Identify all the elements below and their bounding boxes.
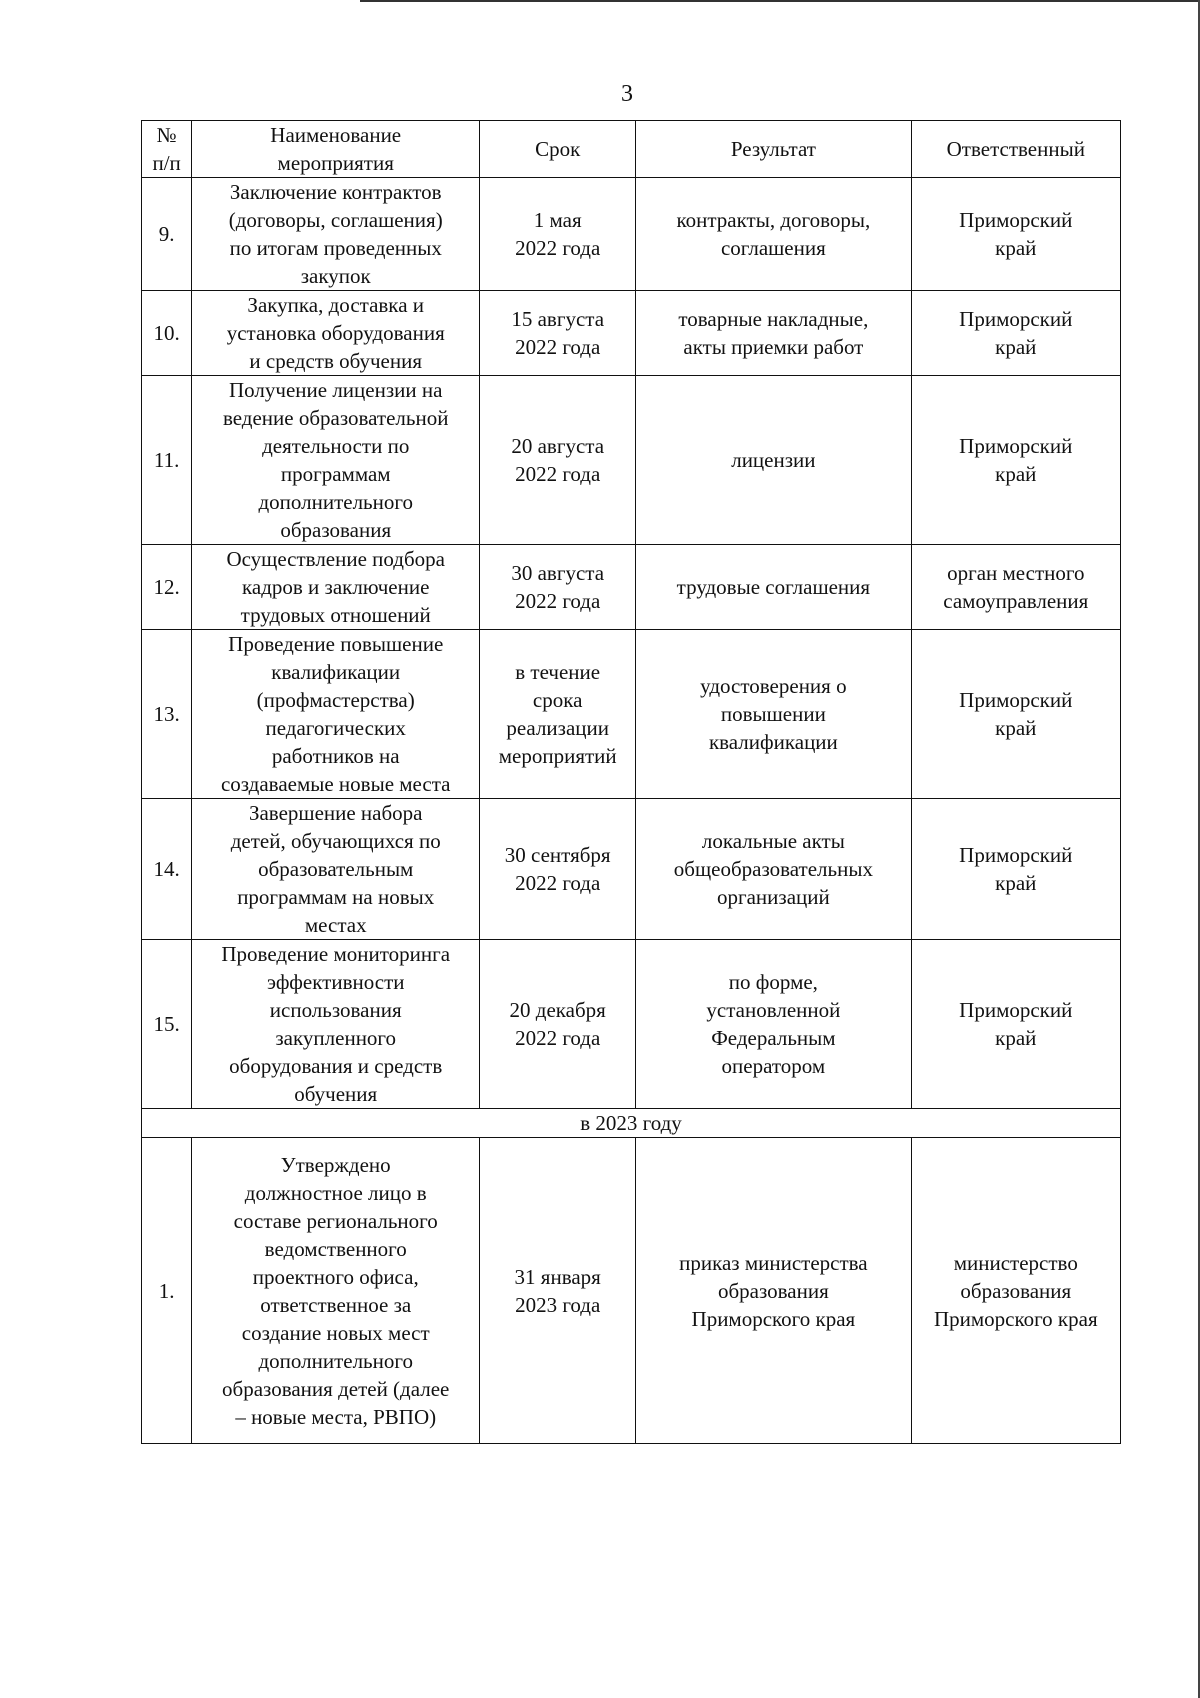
table-row xyxy=(142,799,1121,940)
row-num: 13. xyxy=(142,630,192,799)
page-number: 3 xyxy=(621,81,633,107)
section-row-2023 xyxy=(142,1109,1121,1138)
row-name: Утверждено должностное лицо в составе регионального ведомственного проектного офиса, ответственное за создание новых мест дополнительного образования детей (далее – новые места, РВПО) xyxy=(192,1138,480,1444)
section-title: в 2023 году xyxy=(142,1109,1121,1138)
table-row xyxy=(142,940,1121,1109)
row-num: 12. xyxy=(142,545,192,630)
row-result: локальные акты общеобразовательных организаций xyxy=(636,799,911,940)
row-result: приказ министерства образования Приморского края xyxy=(636,1138,911,1444)
row-responsible: Приморский край xyxy=(911,291,1120,376)
row-date: 15 августа 2022 года xyxy=(480,291,636,376)
row-result: по форме, установленной Федеральным оператором xyxy=(636,940,911,1109)
row-responsible: Приморский край xyxy=(911,178,1120,291)
row-name: Завершение набора детей, обучающихся по образовательным программам на новых местах xyxy=(192,799,480,940)
row-responsible: Приморский край xyxy=(911,799,1120,940)
table-header-row xyxy=(142,121,1121,178)
row-name: Закупка, доставка и установка оборудования и средств обучения xyxy=(192,291,480,376)
row-name: Проведение мониторинга эффективности использования закупленного оборудования и средств обучения xyxy=(192,940,480,1109)
row-date: 31 января 2023 года xyxy=(480,1138,636,1444)
row-num: 11. xyxy=(142,376,192,545)
table-row xyxy=(142,545,1121,630)
row-num: 1. xyxy=(142,1138,192,1444)
row-num: 14. xyxy=(142,799,192,940)
table-row xyxy=(142,291,1121,376)
row-responsible: орган местного самоуправления xyxy=(911,545,1120,630)
row-num: 15. xyxy=(142,940,192,1109)
row-date: в течение срока реализации мероприятий xyxy=(480,630,636,799)
row-num: 9. xyxy=(142,178,192,291)
scan-top-edge xyxy=(360,0,1200,2)
row-result: лицензии xyxy=(636,376,911,545)
row-name: Заключение контрактов (договоры, соглашения) по итогам проведенных закупок xyxy=(192,178,480,291)
row-num: 10. xyxy=(142,291,192,376)
row-result: трудовые соглашения xyxy=(636,545,911,630)
row-name: Получение лицензии на ведение образовательной деятельности по программам дополнительного образования xyxy=(192,376,480,545)
row-date: 30 августа 2022 года xyxy=(480,545,636,630)
row-result: товарные накладные, акты приемки работ xyxy=(636,291,911,376)
activity-plan-table xyxy=(141,120,1121,1444)
header-date: Срок xyxy=(480,121,636,178)
table-row xyxy=(142,376,1121,545)
row-date: 30 сентября 2022 года xyxy=(480,799,636,940)
table-row xyxy=(142,630,1121,799)
row-name: Проведение повышение квалификации (профмастерства) педагогических работников на создаваемые новые места xyxy=(192,630,480,799)
row-result: удостоверения о повышении квалификации xyxy=(636,630,911,799)
row-result: контракты, договоры, соглашения xyxy=(636,178,911,291)
header-name: Наименование мероприятия xyxy=(192,121,480,178)
header-responsible: Ответственный xyxy=(911,121,1120,178)
row-date: 20 декабря 2022 года xyxy=(480,940,636,1109)
row-responsible: министерство образования Приморского края xyxy=(911,1138,1120,1444)
row-responsible: Приморский край xyxy=(911,376,1120,545)
row-responsible: Приморский край xyxy=(911,940,1120,1109)
row-name: Осуществление подбора кадров и заключение трудовых отношений xyxy=(192,545,480,630)
row-responsible: Приморский край xyxy=(911,630,1120,799)
table-row xyxy=(142,178,1121,291)
row-date: 20 августа 2022 года xyxy=(480,376,636,545)
row-date: 1 мая 2022 года xyxy=(480,178,636,291)
table-row xyxy=(142,1138,1121,1444)
header-num: № п/п xyxy=(142,121,192,178)
header-result: Результат xyxy=(636,121,911,178)
